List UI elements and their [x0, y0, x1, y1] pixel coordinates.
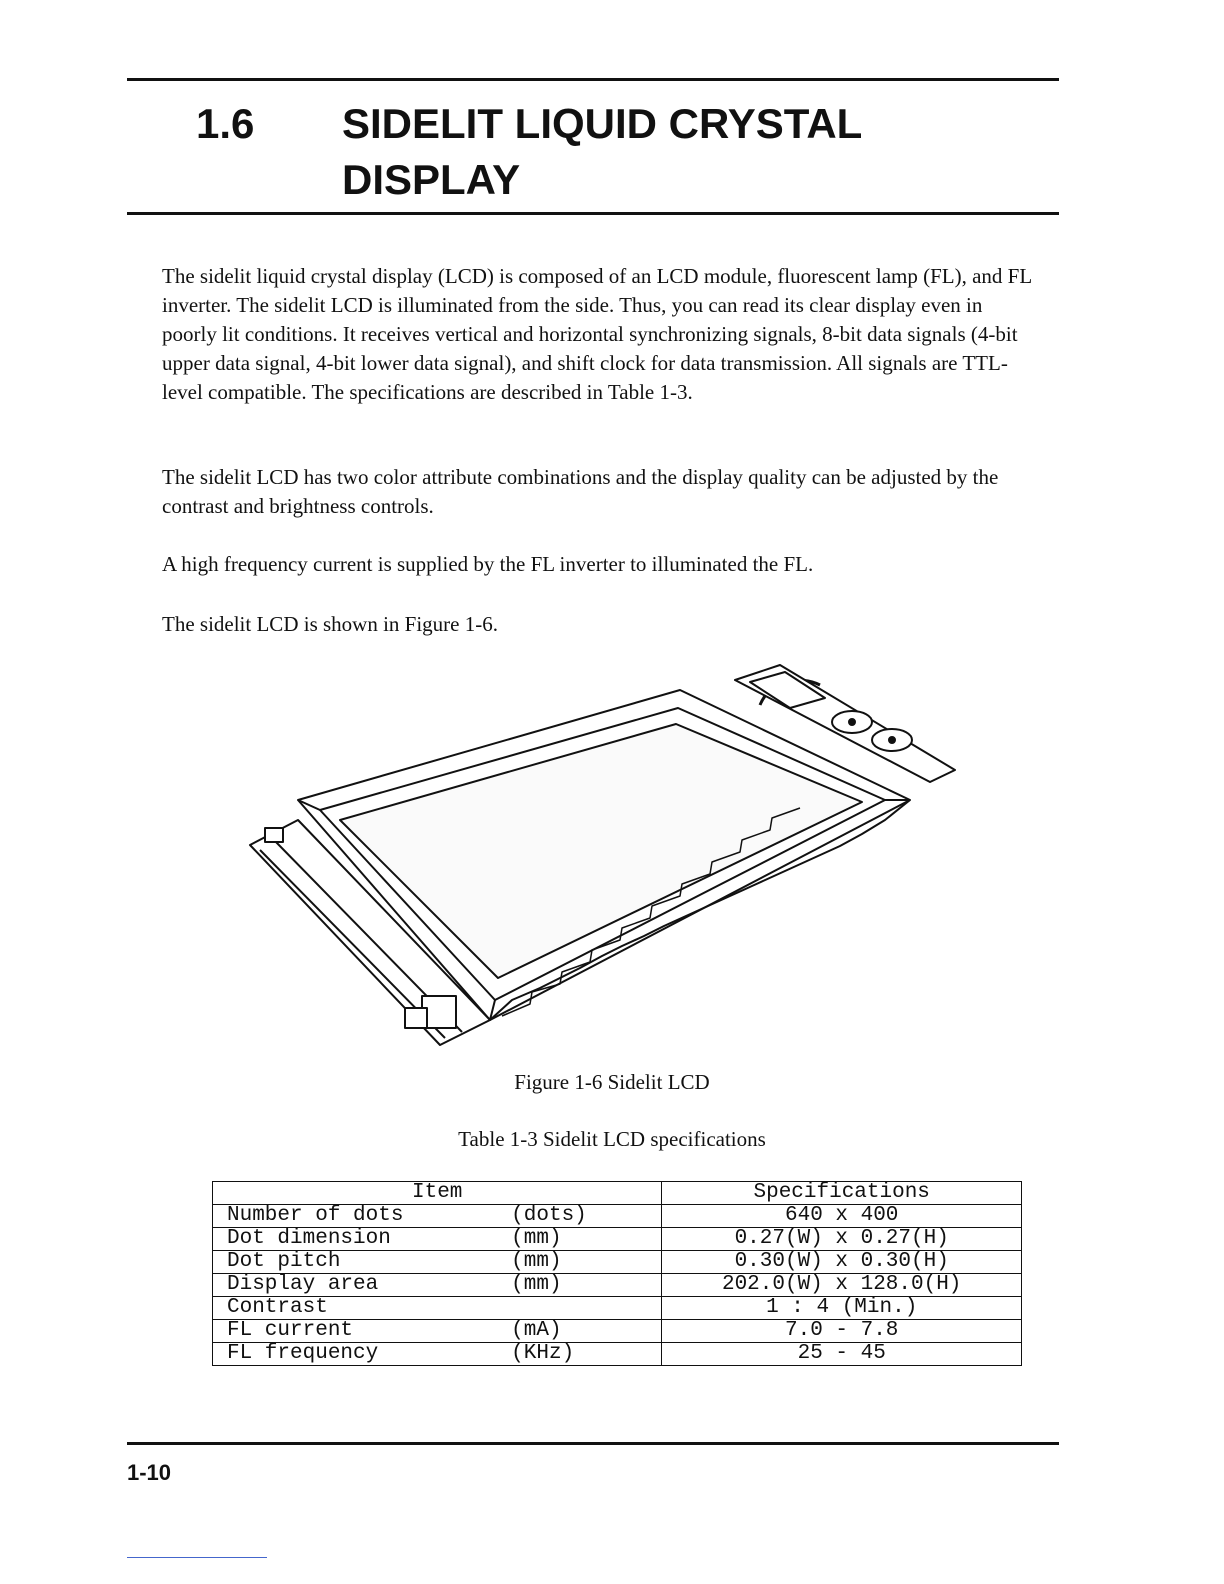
table-row	[213, 1320, 1022, 1343]
table-row	[213, 1251, 1022, 1274]
header-item: Item	[213, 1182, 662, 1205]
row-item: Display area	[213, 1274, 498, 1297]
row-spec: 0.27(W) x 0.27(H)	[662, 1228, 1022, 1251]
section-title-line-1: SIDELIT LIQUID CRYSTAL	[342, 100, 863, 147]
row-item: FL frequency	[213, 1343, 498, 1366]
row-unit: (mm)	[497, 1228, 662, 1251]
table-caption: Table 1-3 Sidelit LCD specifications	[458, 1127, 766, 1151]
table-row	[213, 1274, 1022, 1297]
table-row	[213, 1205, 1022, 1228]
row-spec: 25 - 45	[662, 1343, 1022, 1366]
row-unit	[497, 1297, 662, 1320]
header-rule-bottom	[127, 212, 1059, 215]
page-number: 1-10	[127, 1460, 172, 1485]
header-rule-top	[127, 78, 1059, 81]
lcd-spec-table	[212, 1181, 1022, 1366]
row-unit: (mm)	[497, 1251, 662, 1274]
paragraph-figure-reference: The sidelit LCD is shown in Figure 1-6.	[162, 612, 498, 636]
row-unit: (KHz)	[497, 1343, 662, 1366]
paragraph-lcd-overview: The sidelit liquid crystal display (LCD) is composed of an LCD module, fluorescent lamp (FL), and FL inverter. The sidelit LCD is illuminated from the side. Thus, you can read its clear display even in poorly lit conditions. It receives vertical and horizontal synchronizing signals, 8-bit data signals (4-bit upper data signal, 4-bit lower data signal), and shift clock for data transmission. All signals are TTL-level compatible. The specifications are described in Table 1-3.	[162, 264, 1032, 404]
header-specifications: Specifications	[662, 1182, 1022, 1205]
table-header-row	[213, 1182, 1022, 1205]
section-title-line-2: DISPLAY	[342, 156, 521, 203]
section-number: 1.6	[196, 100, 255, 147]
footer-link-underline	[127, 1557, 267, 1558]
row-spec: 7.0 - 7.8	[662, 1320, 1022, 1343]
figure-caption: Figure 1-6 Sidelit LCD	[514, 1070, 710, 1094]
row-item: Number of dots	[213, 1205, 498, 1228]
row-item: Dot dimension	[213, 1228, 498, 1251]
row-unit: (mm)	[497, 1274, 662, 1297]
row-spec: 1 : 4 (Min.)	[662, 1297, 1022, 1320]
paragraph-color-attributes: The sidelit LCD has two color attribute combinations and the display quality can be adjusted by the contrast and brightness controls.	[162, 465, 999, 518]
row-unit: (dots)	[497, 1205, 662, 1228]
row-item: Dot pitch	[213, 1251, 498, 1274]
row-spec: 640 x 400	[662, 1205, 1022, 1228]
footer-rule	[127, 1442, 1059, 1445]
row-spec: 0.30(W) x 0.30(H)	[662, 1251, 1022, 1274]
lcd-left-top-tab	[265, 828, 283, 842]
table-row	[213, 1297, 1022, 1320]
table-row	[213, 1228, 1022, 1251]
sidelit-lcd-illustration	[240, 660, 960, 1050]
row-spec: 202.0(W) x 128.0(H)	[662, 1274, 1022, 1297]
row-item: FL current	[213, 1320, 498, 1343]
table-row	[213, 1343, 1022, 1366]
section-title	[342, 96, 1042, 208]
row-unit: (mA)	[497, 1320, 662, 1343]
row-item: Contrast	[213, 1297, 498, 1320]
paragraph-fl-inverter: A high frequency current is supplied by the FL inverter to illuminated the FL.	[162, 552, 814, 576]
